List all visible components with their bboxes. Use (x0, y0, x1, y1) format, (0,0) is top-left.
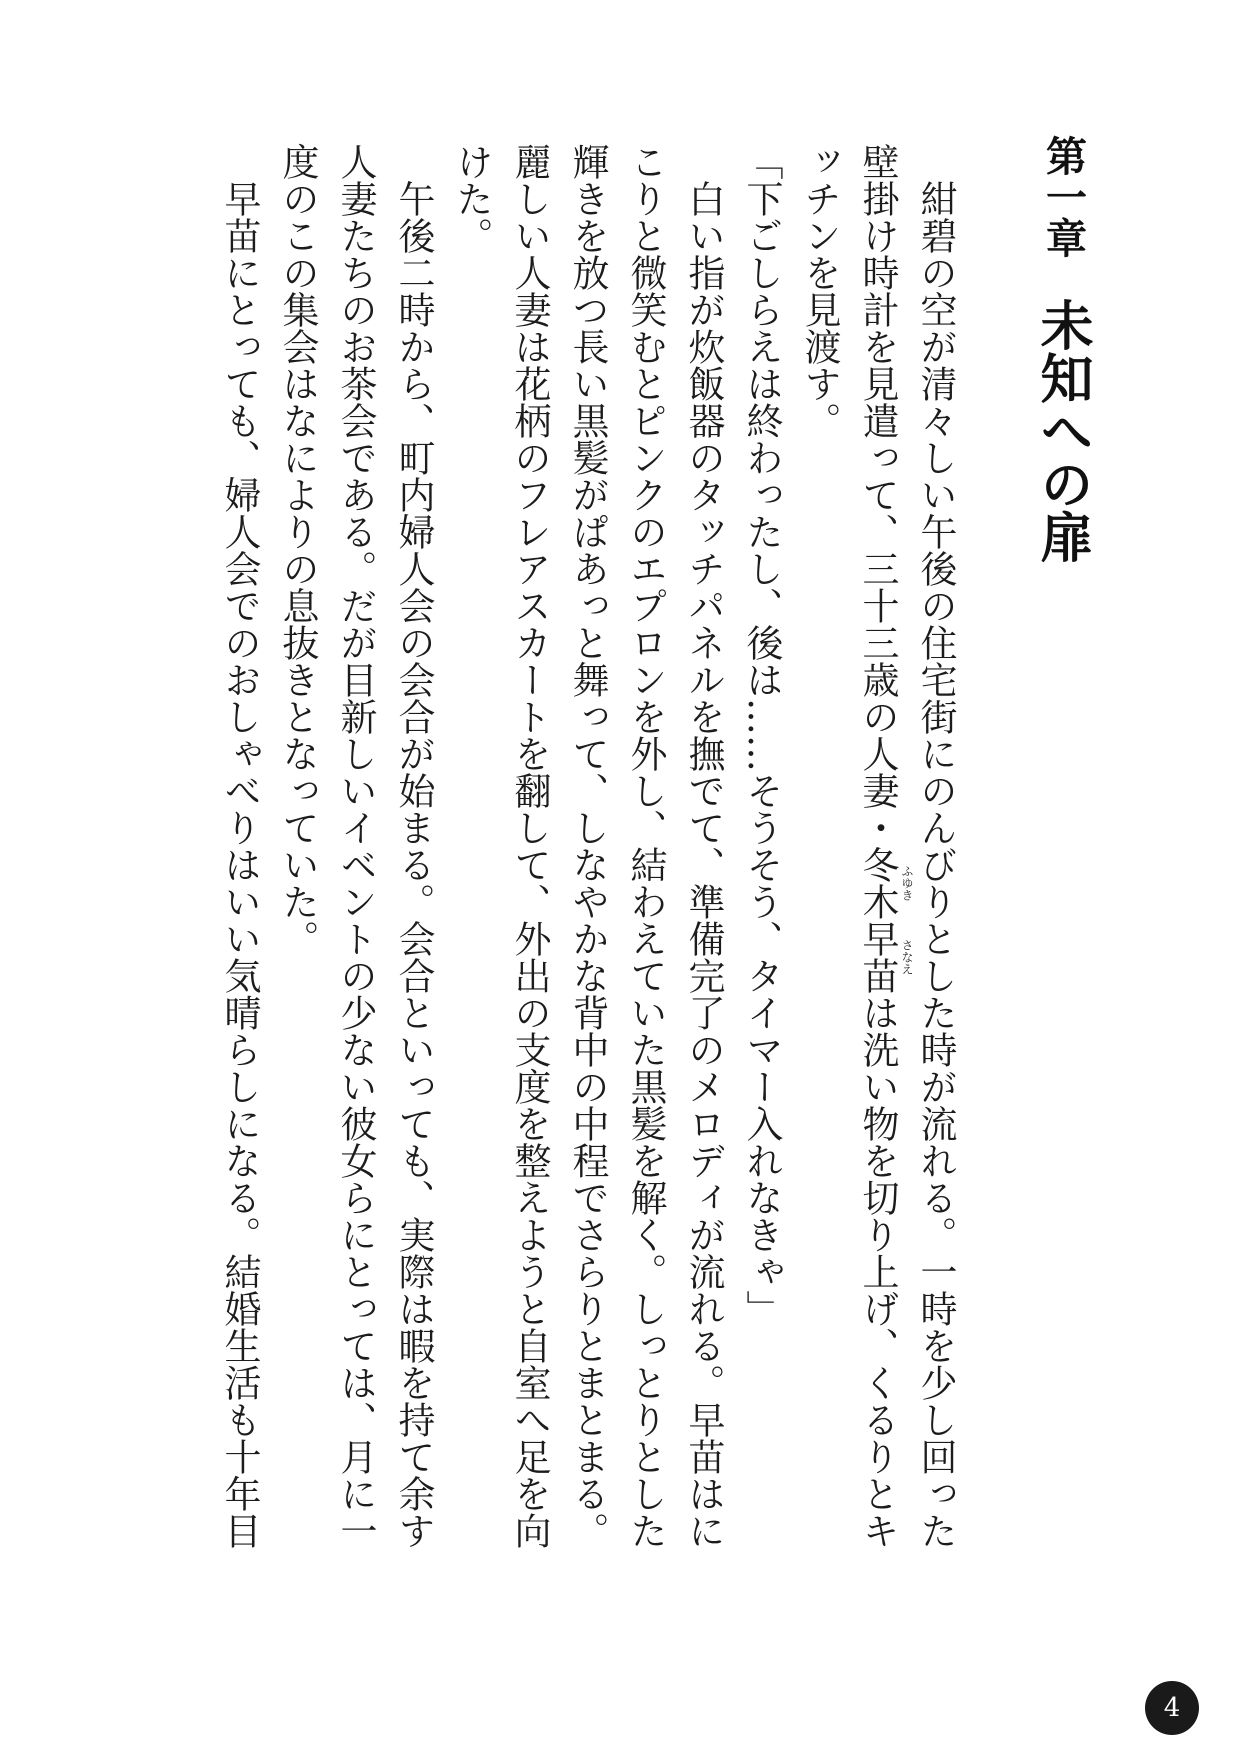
body-text (210, 143, 964, 1583)
text-line: 人妻たちのお茶会である。だが目新しいイベントの少ない彼女らにとっては、月に一 (334, 143, 377, 1549)
text-line: こりと微笑むとピンクのエプロンを外し、結わえていた黒髪を解く。しっとりとした (624, 143, 667, 1549)
text-line: 度のこの集会はなによりの息抜きとなっていた。 (276, 143, 319, 957)
chapter-title: 未知への扉 (1032, 298, 1094, 563)
text-segment: 壁掛け時計を見遣って、三十三歳の人妻・ (856, 143, 899, 846)
ruby-base (856, 920, 914, 994)
text-line: 紺碧の空が清々しい午後の住宅街にのんびりとした時が流れる。一時を少し回った (914, 143, 957, 1549)
text-line (848, 143, 914, 1583)
text-line: ッチンを見渡す。 (798, 143, 841, 439)
text-line: 白い指が炊飯器のタッチパネルを撫でて、準備完了のメロディが流れる。早苗はに (682, 143, 725, 1549)
text-line: 早苗にとっても、婦人会でのおしゃべりはいい気晴らしになる。結婚生活も十年目 (218, 143, 261, 1549)
text-line: 輝きを放つ長い黒髪がぱあっと舞って、しなやかな背中の中程でさらりとまとまる。 (566, 143, 609, 1549)
ruby-base-text: 早苗 (856, 920, 899, 994)
page-number: 4 (1145, 1681, 1199, 1735)
ruby-reading: ふゆき (900, 865, 914, 901)
ruby-base (856, 846, 914, 920)
ruby-base-text: 冬木 (856, 846, 899, 920)
ruby-reading: さなえ (900, 939, 914, 975)
chapter-number: 第一章 (1039, 135, 1087, 258)
text-segment: は洗い物を切り上げ、くるりとキ (856, 994, 899, 1549)
text-line: 「下ごしらえは終わったし、後は……そうそう、タイマー入れなきゃ」 (740, 143, 783, 1327)
text-line: 午後二時から、町内婦人会の会合が始まる。会合といっても、実際は暇を持て余す (392, 143, 435, 1549)
text-line: 麗しい人妻は花柄のフレアスカートを翻して、外出の支度を整えようと自室へ足を向 (508, 143, 551, 1549)
text-line: けた。 (450, 143, 493, 254)
